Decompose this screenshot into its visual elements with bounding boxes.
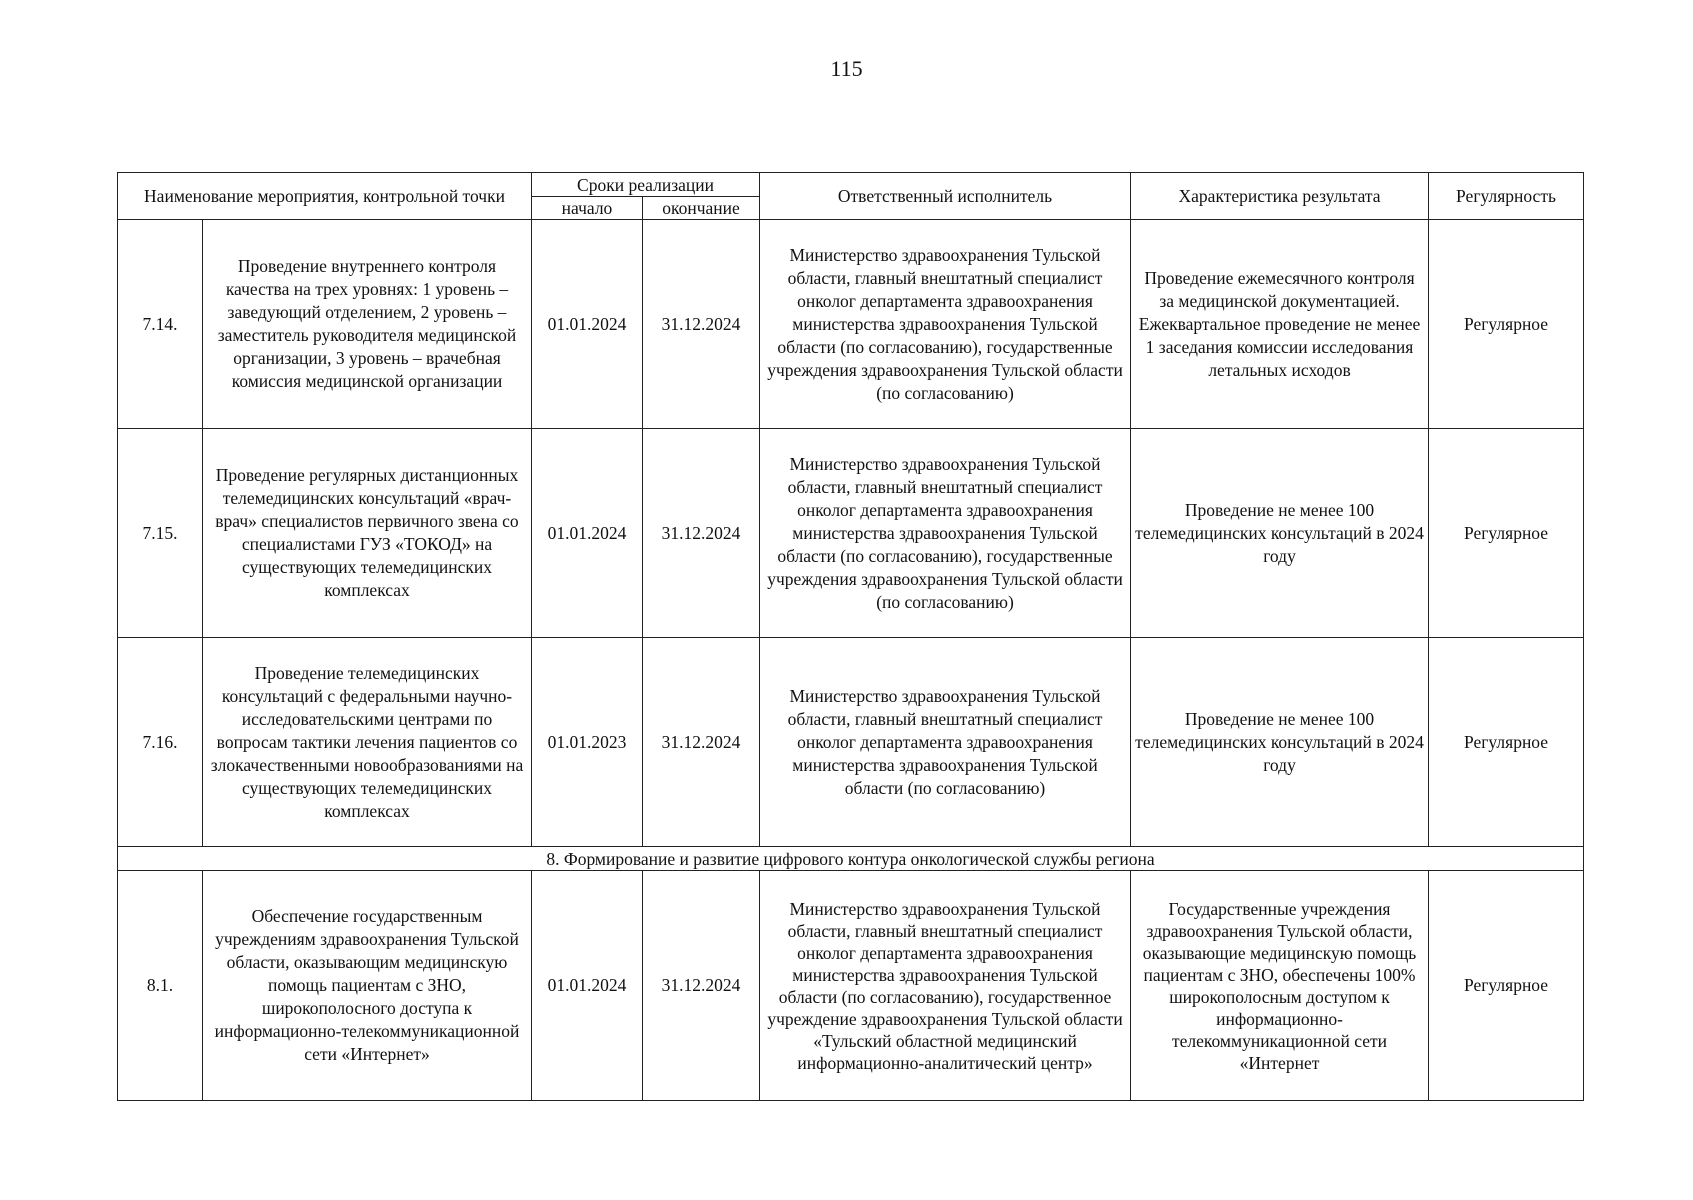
executor: Министерство здравоохранения Тульской области, главный внештатный специалист онколог департамента здравоохранения министерства здравоохранения Тульской области (по согласованию) <box>760 638 1131 847</box>
header-start: начало <box>532 197 643 220</box>
activity-name: Проведение внутреннего контроля качества на трех уровнях: 1 уровень – заведующий отделением, 2 уровень – заместитель руководителя медицинской организации, 3 уровень – врачебная комиссия медицинской организации <box>203 220 532 429</box>
start-date: 01.01.2024 <box>532 429 643 638</box>
header-result: Характеристика результата <box>1131 173 1429 220</box>
result: Проведение ежемесячного контроля за медицинской документацией. Ежеквартальное проведение не менее 1 заседания комиссии исследования летальных исходов <box>1131 220 1429 429</box>
executor: Министерство здравоохранения Тульской области, главный внештатный специалист онколог департамента здравоохранения министерства здравоохранения Тульской области (по согласованию), государственные учреждения здравоохранения Тульской области (по согласованию) <box>760 429 1131 638</box>
activity-name: Обеспечение государственным учреждениям здравоохранения Тульской области, оказывающим медицинскую помощь пациентам с ЗНО, широкополосного доступа к информационно-телекоммуникационной сети «Интернет» <box>203 871 532 1101</box>
start-date: 01.01.2024 <box>532 871 643 1101</box>
header-end: окончание <box>643 197 760 220</box>
start-date: 01.01.2024 <box>532 220 643 429</box>
plan-table <box>117 172 1584 1101</box>
end-date: 31.12.2024 <box>643 871 760 1101</box>
section-row <box>118 847 1584 871</box>
executor: Министерство здравоохранения Тульской области, главный внештатный специалист онколог департамента здравоохранения министерства здравоохранения Тульской области (по согласованию), государственные учреждения здравоохранения Тульской области (по согласованию) <box>760 220 1131 429</box>
result: Проведение не менее 100 телемедицинских консультаций в 2024 году <box>1131 638 1429 847</box>
section-title: 8. Формирование и развитие цифрового контура онкологической службы региона <box>118 847 1584 871</box>
activity-name: Проведение телемедицинских консультаций с федеральными научно-исследовательскими центрами по вопросам тактики лечения пациентов со злокачественными новообразованиями на существующих телемедицинских комплексах <box>203 638 532 847</box>
row-number: 7.15. <box>118 429 203 638</box>
table-row <box>118 220 1584 429</box>
row-number: 8.1. <box>118 871 203 1101</box>
page-number: 115 <box>830 56 863 81</box>
regularity: Регулярное <box>1429 871 1584 1101</box>
header-regularity: Регулярность <box>1429 173 1584 220</box>
result: Государственные учреждения здравоохранения Тульской области, оказывающие медицинскую помощь пациентам с ЗНО, обеспечены 100% широкополосным доступом к информационно-телекоммуникационной сети «Интернет <box>1131 871 1429 1101</box>
row-number: 7.14. <box>118 220 203 429</box>
regularity: Регулярное <box>1429 638 1584 847</box>
row-number: 7.16. <box>118 638 203 847</box>
table-row <box>118 429 1584 638</box>
regularity: Регулярное <box>1429 220 1584 429</box>
activity-name: Проведение регулярных дистанционных телемедицинских консультаций «врач-врач» специалистов первичного звена со специалистами ГУЗ «ТОКОД» на существующих телемедицинских комплексах <box>203 429 532 638</box>
end-date: 31.12.2024 <box>643 220 760 429</box>
header-terms: Сроки реализации <box>532 173 760 197</box>
header-name: Наименование мероприятия, контрольной точки <box>118 173 532 220</box>
header-executor: Ответственный исполнитель <box>760 173 1131 220</box>
start-date: 01.01.2023 <box>532 638 643 847</box>
table-row <box>118 638 1584 847</box>
regularity: Регулярное <box>1429 429 1584 638</box>
end-date: 31.12.2024 <box>643 638 760 847</box>
end-date: 31.12.2024 <box>643 429 760 638</box>
table-row <box>118 871 1584 1101</box>
executor: Министерство здравоохранения Тульской области, главный внештатный специалист онколог департамента здравоохранения министерства здравоохранения Тульской области (по согласованию), государственное учреждение здравоохранения Тульской области «Тульский областной медицинский информационно-аналитический центр» <box>760 871 1131 1101</box>
result: Проведение не менее 100 телемедицинских консультаций в 2024 году <box>1131 429 1429 638</box>
